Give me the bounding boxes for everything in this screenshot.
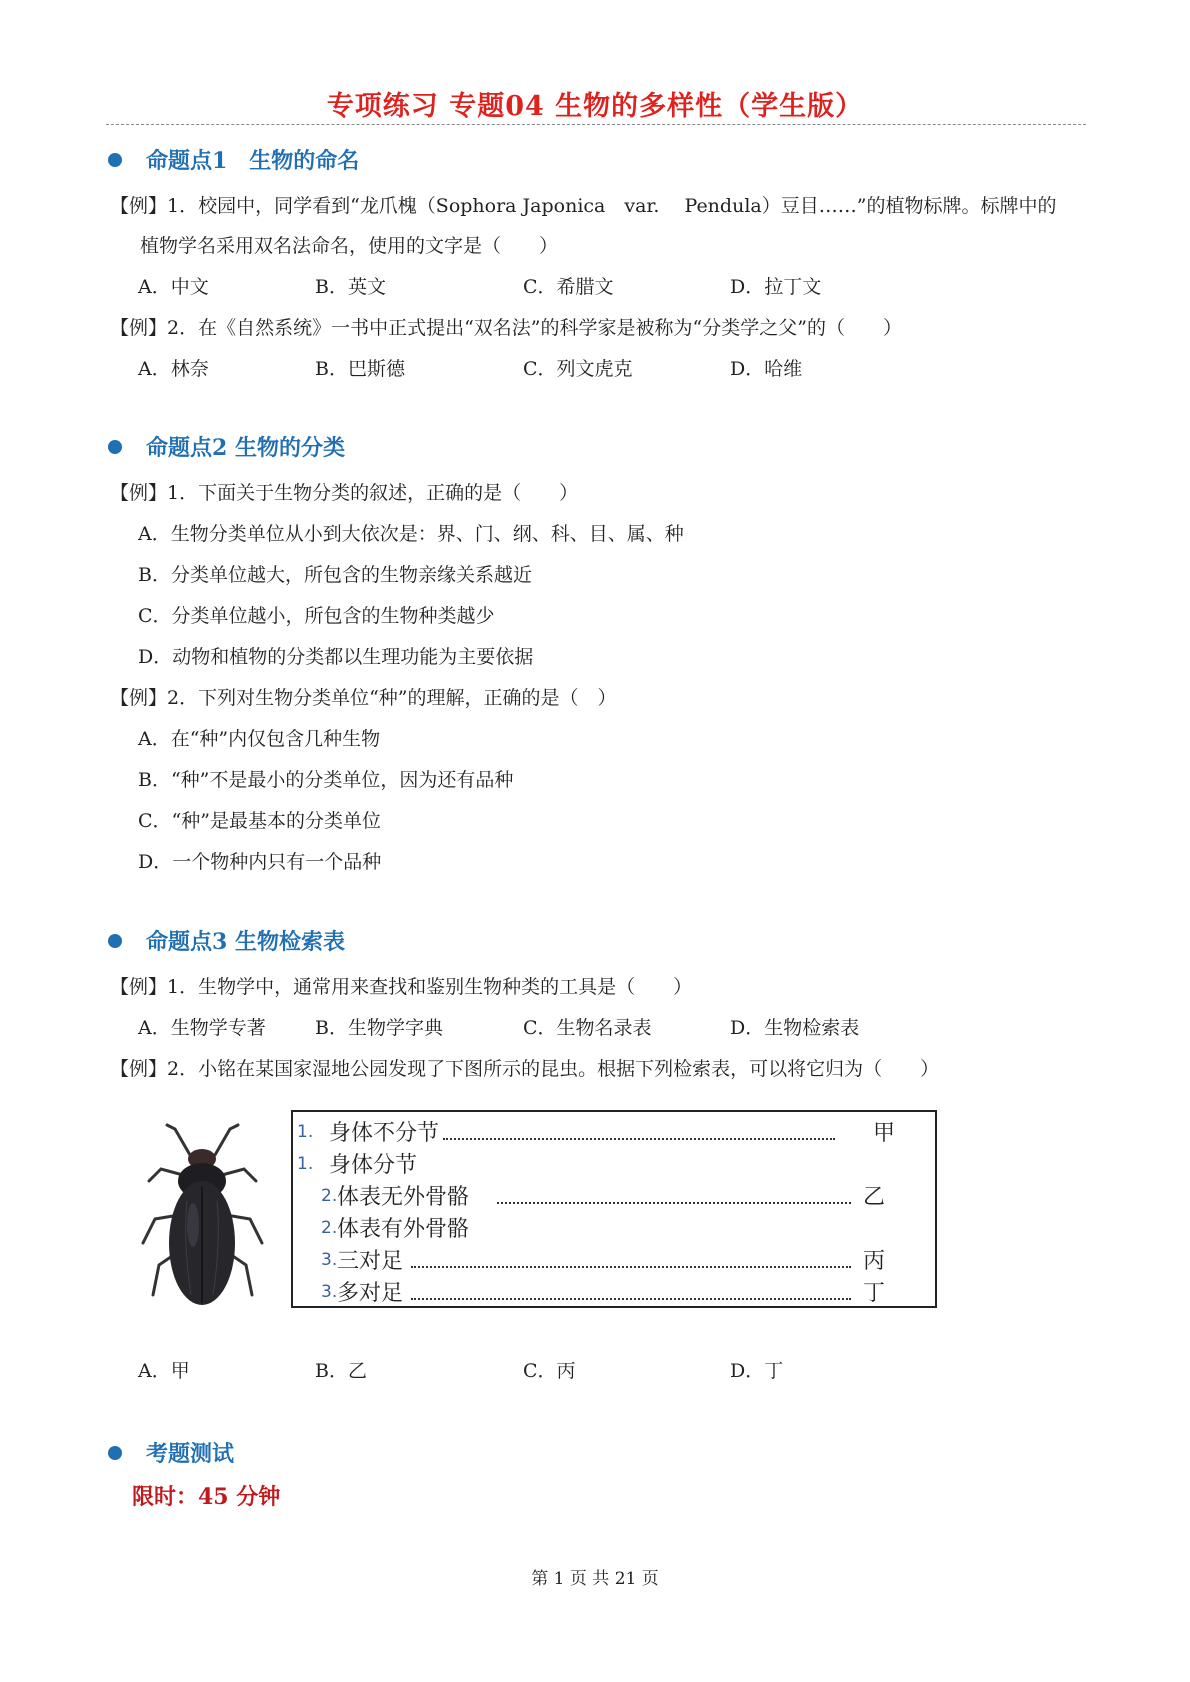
option: D．丁 (730, 1360, 784, 1382)
key-row: 2. 体表有外骨骼 (321, 1217, 470, 1242)
option: D．生物检索表 (730, 1017, 860, 1039)
leader-dots (411, 1244, 851, 1268)
section-heading-3: 命题点3 生物检索表 (108, 925, 345, 956)
option: A．甲 (138, 1360, 190, 1382)
key-row: 3. 三对足 丙 (293, 1244, 933, 1276)
section-heading-1: 命题点1 生物的命名 (108, 144, 359, 175)
question-text: 植物学名采用双名法命名，使用的文字是（ ） (140, 235, 559, 257)
option: C．列文虎克 (523, 358, 633, 380)
option: D．动物和植物的分类都以生理功能为主要依据 (138, 646, 534, 668)
option: B．生物学字典 (315, 1017, 443, 1039)
key-row: 3. 多对足 丁 (293, 1276, 933, 1308)
option: D．哈维 (730, 358, 803, 380)
question-text: 【例】2．下列对生物分类单位“种”的理解，正确的是（ ） (110, 687, 617, 709)
option: B．英文 (315, 276, 386, 298)
title-divider (106, 124, 1086, 125)
option: A．林奈 (138, 358, 209, 380)
option: B．巴斯德 (315, 358, 405, 380)
option: D．拉丁文 (730, 276, 822, 298)
option: A．生物分类单位从小到大依次是：界、门、纲、科、目、属、种 (138, 523, 684, 545)
time-limit: 限时：45 分钟 (132, 1484, 281, 1510)
beetle-image (135, 1115, 270, 1315)
key-row: 1. 身体分节 (297, 1153, 418, 1178)
bullet-icon (108, 153, 122, 167)
option: A．在“种”内仅包含几种生物 (138, 728, 381, 750)
option: A．生物学专著 (138, 1017, 266, 1039)
section-heading-4: 考题测试 (108, 1437, 234, 1468)
page-title: 专项练习 专题04 生物的多样性（学生版） (326, 91, 864, 122)
bullet-icon (108, 440, 122, 454)
key-row: 1. 身体不分节 甲 (293, 1116, 933, 1148)
section-heading-2: 命题点2 生物的分类 (108, 431, 345, 462)
dichotomous-key-table (291, 1110, 937, 1308)
option: D．一个物种内只有一个品种 (138, 851, 382, 873)
option: C．生物名录表 (523, 1017, 652, 1039)
leader-dots (411, 1276, 851, 1300)
question-text: 【例】1．下面关于生物分类的叙述，正确的是（ ） (110, 482, 579, 504)
page-footer: 第 1 页 共 21 页 (531, 1569, 659, 1589)
option: B．分类单位越大，所包含的生物亲缘关系越近 (138, 564, 532, 586)
option: B．乙 (315, 1360, 367, 1382)
bullet-icon (108, 934, 122, 948)
leader-dots (443, 1116, 835, 1140)
option: B．“种”不是最小的分类单位，因为还有品种 (138, 769, 514, 791)
option: C．分类单位越小，所包含的生物种类越少 (138, 605, 495, 627)
key-row: 2. 体表无外骨骼 乙 (293, 1180, 933, 1212)
option: C．希腊文 (523, 276, 614, 298)
question-text: 【例】1．生物学中，通常用来查找和鉴别生物种类的工具是（ ） (110, 976, 693, 998)
question-text: 【例】2．在《自然系统》一书中正式提出“双名法”的科学家是被称为“分类学之父”的（ ） (110, 317, 902, 339)
question-text: 【例】2．小铭在某国家湿地公园发现了下图所示的昆虫。根据下列检索表，可以将它归为（ ） (110, 1058, 940, 1080)
option: C．“种”是最基本的分类单位 (138, 810, 381, 832)
option: A．中文 (138, 276, 209, 298)
question-text: 【例】1．校园中，同学看到“龙爪槐（Sophora Japonica var. Pendula）豆目……”的植物标牌。标牌中的 (110, 195, 1057, 217)
bullet-icon (108, 1446, 122, 1460)
option: C．丙 (523, 1360, 576, 1382)
leader-dots (497, 1180, 851, 1204)
